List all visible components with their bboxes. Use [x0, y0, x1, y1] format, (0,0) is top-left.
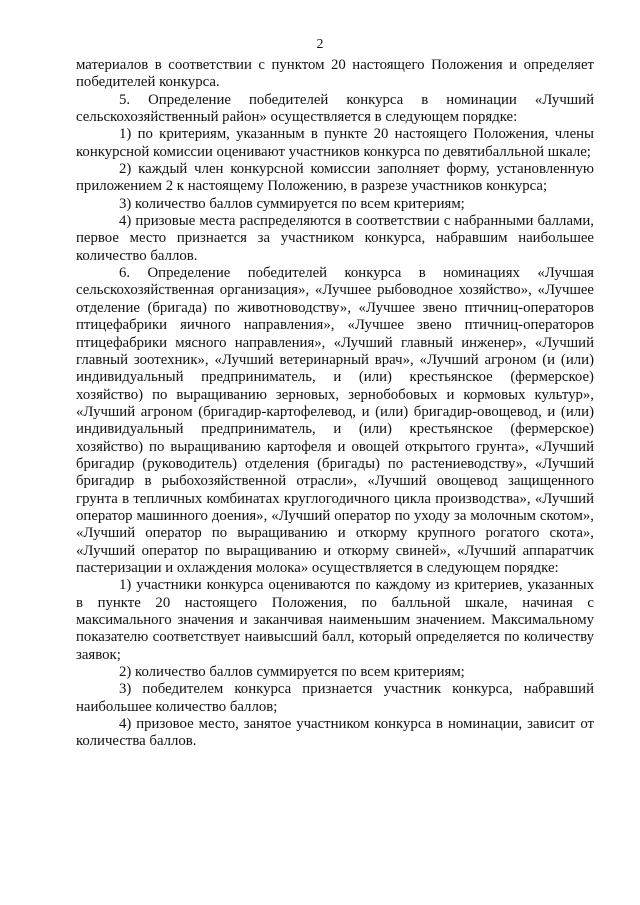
paragraph-item-5-4: 4) призовые места распределяются в соответствии с набранными баллами, первое место признается за участником конкурса, набравшим наибольшее количество баллов. — [76, 213, 594, 264]
paragraph-item-6-2: 2) количество баллов суммируется по всем критериям; — [119, 664, 465, 681]
paragraph-item-5-1: 1) по критериям, указанным в пункте 20 настоящего Положения, члены конкурсной комиссии оценивают участников конкурса по девятибалльной шкале; — [76, 126, 594, 160]
paragraph-item-6-3: 3) победителем конкурса признается участник конкурса, набравший наибольшее количество баллов; — [76, 681, 594, 715]
paragraph-continuation: материалов в соответствии с пунктом 20 настоящего Положения и определяет победителей конкурса. — [76, 57, 594, 91]
paragraph-item-6-1: 1) участники конкурса оцениваются по каждому из критериев, указанных в пункте 20 настоящего Положения, по балльной шкале, начиная с максимального значения и заканчивая наименьшим значением. Максимальному показателю соответствует наивысший балл, который определяется по количеству заявок; — [76, 577, 594, 663]
paragraph-item-5-2: 2) каждый член конкурсной комиссии заполняет форму, установленную приложением 2 к настоящему Положению, в разрезе участников конкурса; — [76, 161, 594, 195]
paragraph-item-5: 5. Определение победителей конкурса в номинации «Лучший сельскохозяйственный район» осуществляется в следующем порядке: — [76, 91, 594, 126]
page-number: 2 — [316, 36, 324, 51]
document-body — [76, 57, 594, 751]
paragraph-item-6-4: 4) призовое место, занятое участником конкурса в номинации, зависит от количества баллов. — [76, 716, 594, 750]
paragraph-item-5-3: 3) количество баллов суммируется по всем критериям; — [119, 195, 465, 212]
paragraph-item-6: 6. Определение победителей конкурса в номинациях «Лучшая сельскохозяйственная организация», «Лучшее рыбоводное хозяйство», «Лучшее отделение (бригада) по животноводству», «Лучшее звено птичниц-операторов птицефабрики яичного направления», «Лучшее звено птичниц-операторов птицефабрики мясного направления», «Лучший главный инженер», «Лучший главный зоотехник», «Лучший ветеринарный врач», «Лучший агроном (и (или) индивидуальный предприниматель, и (или) крестьянское (фермерское) хозяйство) по выращиванию зерновых, зернобобовых и кормовых культур», «Лучший агроном (бригадир-картофелевод, и (или) бригадир-овощевод, и (или) индивидуальный предприниматель, и (или) крестьянское (фермерское) хозяйство) по выращиванию картофеля и овощей открытого грунта», «Лучший бригадир (руководитель) отделения (бригады) по растениеводству», «Лучший бригадир в рыбохозяйственной отрасли», «Лучший овощевод защищенного грунта в тепличных комбинатах круглогодичного цикла производства», «Лучший оператор машинного доения», «Лучший оператор по уходу за молочным скотом», «Лучший оператор по выращиванию и откорму крупного рогатого скота», «Лучший оператор по выращиванию и откорму свиней», «Лучший аппаратчик пастеризации и охлаждения молока» осуществляется в следующем порядке: — [76, 265, 594, 576]
